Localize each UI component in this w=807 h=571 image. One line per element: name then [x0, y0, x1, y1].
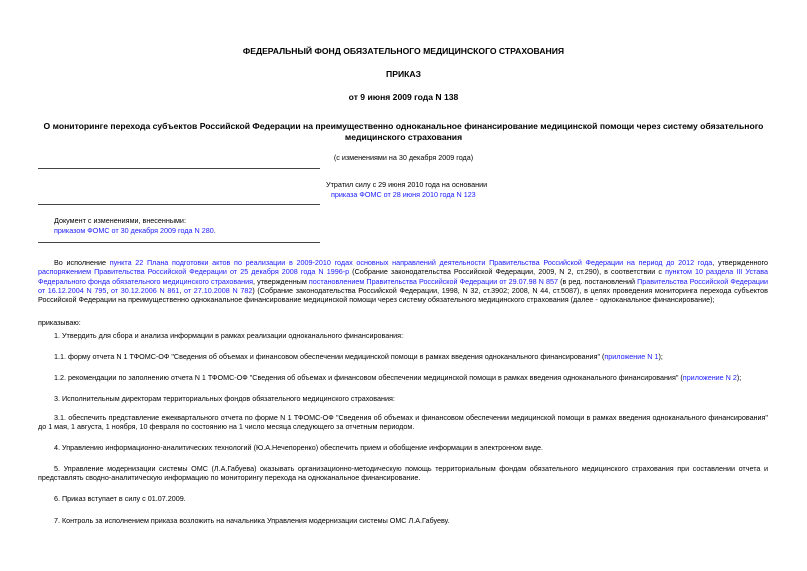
- item-3-1: [38, 413, 768, 432]
- item-3-1-text: 3.1. обеспечить представление ежеквартального отчета по форме N 1 ТФОМС-ОФ "Сведения об объемах и финансовом обеспечении медицинской помощи в рамках введения одноканального финансирования" до 1 мая, 1 августа, 1 ноября, 10 февраля по состоянию на 1 число месяца следующего за отчетным периодом.: [38, 413, 768, 432]
- preamble-text-6: ,: [106, 286, 111, 296]
- org-header: ФЕДЕРАЛЬНЫЙ ФОНД ОБЯЗАТЕЛЬНОГО МЕДИЦИНСКОГО СТРАХОВАНИЯ: [242, 46, 565, 56]
- preamble-text-1: Во исполнение: [54, 258, 110, 267]
- charter-item-10-link[interactable]: пунктом 10 раздела III Устава Федерального фонда обязательного медицинского страхования: [38, 267, 769, 286]
- plan-item-22-link[interactable]: пункта 22 Плана подготовки актов по реализации в 2009-2010 годах основных направлений деятельности Правительства Российской Федерации на период до 2012 года: [109, 258, 713, 267]
- item-4: 4. Управлению информационно-аналитических технологий (Ю.А.Нечепоренко) обеспечить прием и обобщение информации в электронном виде.: [54, 443, 544, 452]
- item-5: [38, 464, 768, 483]
- item-1-1: [54, 352, 784, 361]
- lost-force-text: Утратил силу с 29 июня 2010 года на основании: [326, 180, 488, 189]
- doc-type-heading: ПРИКАЗ: [386, 69, 421, 79]
- appendix-2-link[interactable]: приложение N 2: [682, 373, 737, 382]
- resolution-795-link[interactable]: Правительства Российской Федерации от 16.12.2004 N 795: [38, 276, 768, 296]
- order-word: приказываю:: [38, 318, 81, 327]
- item-1-1-end: );: [658, 352, 663, 361]
- divider-left-bottom: [38, 242, 320, 243]
- item-5-text: 5. Управление модернизации системы ОМС (Л.А.Габуева) оказывать организационно-методическую помощь территориальным фондам обязательного медицинского страхования при составлении отчета и представлять сводно-аналитическую информацию по мониторингу перехода на одноканальное финансирование.: [38, 464, 768, 483]
- preamble-text-7: ,: [179, 286, 184, 296]
- lost-force-link[interactable]: приказа ФОМС от 28 июня 2010 года N 123: [331, 190, 476, 199]
- divider-left-middle: [38, 204, 320, 205]
- divider-left-top: [38, 168, 320, 169]
- item-7: 7. Контроль за исполнением приказа возложить на начальника Управления модернизации системы ОМС Л.А.Габуеву.: [54, 516, 450, 525]
- changes-box-link[interactable]: приказом ФОМС от 30 декабря 2009 года N 280.: [54, 226, 216, 235]
- changes-box-label: Документ с изменениями, внесенными:: [54, 216, 186, 225]
- government-order-1996r-link[interactable]: распоряжением Правительства Российской Федерации от 25 декабря 2008 года N 1996-р: [38, 267, 350, 277]
- item-6: 6. Приказ вступает в силу с 01.07.2009.: [54, 494, 186, 503]
- item-1: 1. Утвердить для сбора и анализа информации в рамках реализации одноканального финансирования:: [54, 331, 404, 340]
- preamble-text-4: , утвержденным: [253, 276, 309, 286]
- item-1-2-end: );: [736, 373, 742, 382]
- appendix-1-link[interactable]: приложение N 1: [604, 352, 659, 361]
- resolution-857-link[interactable]: постановлением Правительства Российской Федерации от 29.07.98 N 857: [308, 276, 558, 286]
- item-1-2-text: 1.2. рекомендации по заполнению отчета N 1 ТФОМС-ОФ "Сведения об объемах и финансовом обеспечении медицинской помощи в рамках введения одноканального финансирования" (: [54, 373, 683, 382]
- preamble-text-8: ) (Собрание законодательства Российской Федерации, 1998, N 32, ст.3902; 2008, N 44, ст.5087), в целях проведения мониторинга перехода субъектов Российской Федерации на преимущественно одноканальное финансирование медицинской помощи через систему обязательного медицинского страхования (далее - одноканальное финансирование);: [38, 286, 769, 305]
- date-number-heading: от 9 июня 2009 года N 138: [348, 92, 459, 102]
- document-title: О мониторинге перехода субъектов Российской Федерации на преимущественно одноканальное финансирование медицинской помощи через систему обязательного медицинского страхования: [43, 121, 764, 142]
- resolution-782-link[interactable]: от 27.10.2008 N 782: [184, 286, 253, 296]
- item-3: 3. Исполнительным директорам территориальных фондов обязательного медицинского страхования:: [54, 394, 395, 403]
- preamble-paragraph: [38, 258, 768, 305]
- preamble-text-5: (в ред. постановлений: [557, 276, 638, 286]
- item-1-1-text: 1.1. форму отчета N 1 ТФОМС-ОФ "Сведения об объемах и финансовом обеспечении медицинской помощи в рамках введения одноканального финансирования" (: [54, 352, 605, 361]
- preamble-text-2: , утвержденного: [712, 258, 768, 267]
- item-1-2: [54, 373, 784, 382]
- resolution-861-link[interactable]: от 30.12.2006 N 861: [111, 286, 180, 296]
- preamble-text-3: (Собрание законодательства Российской Федерации, 2009, N 2, ст.290), в соответствии с: [349, 267, 666, 277]
- amendment-note: (с изменениями на 30 декабря 2009 года): [333, 153, 474, 162]
